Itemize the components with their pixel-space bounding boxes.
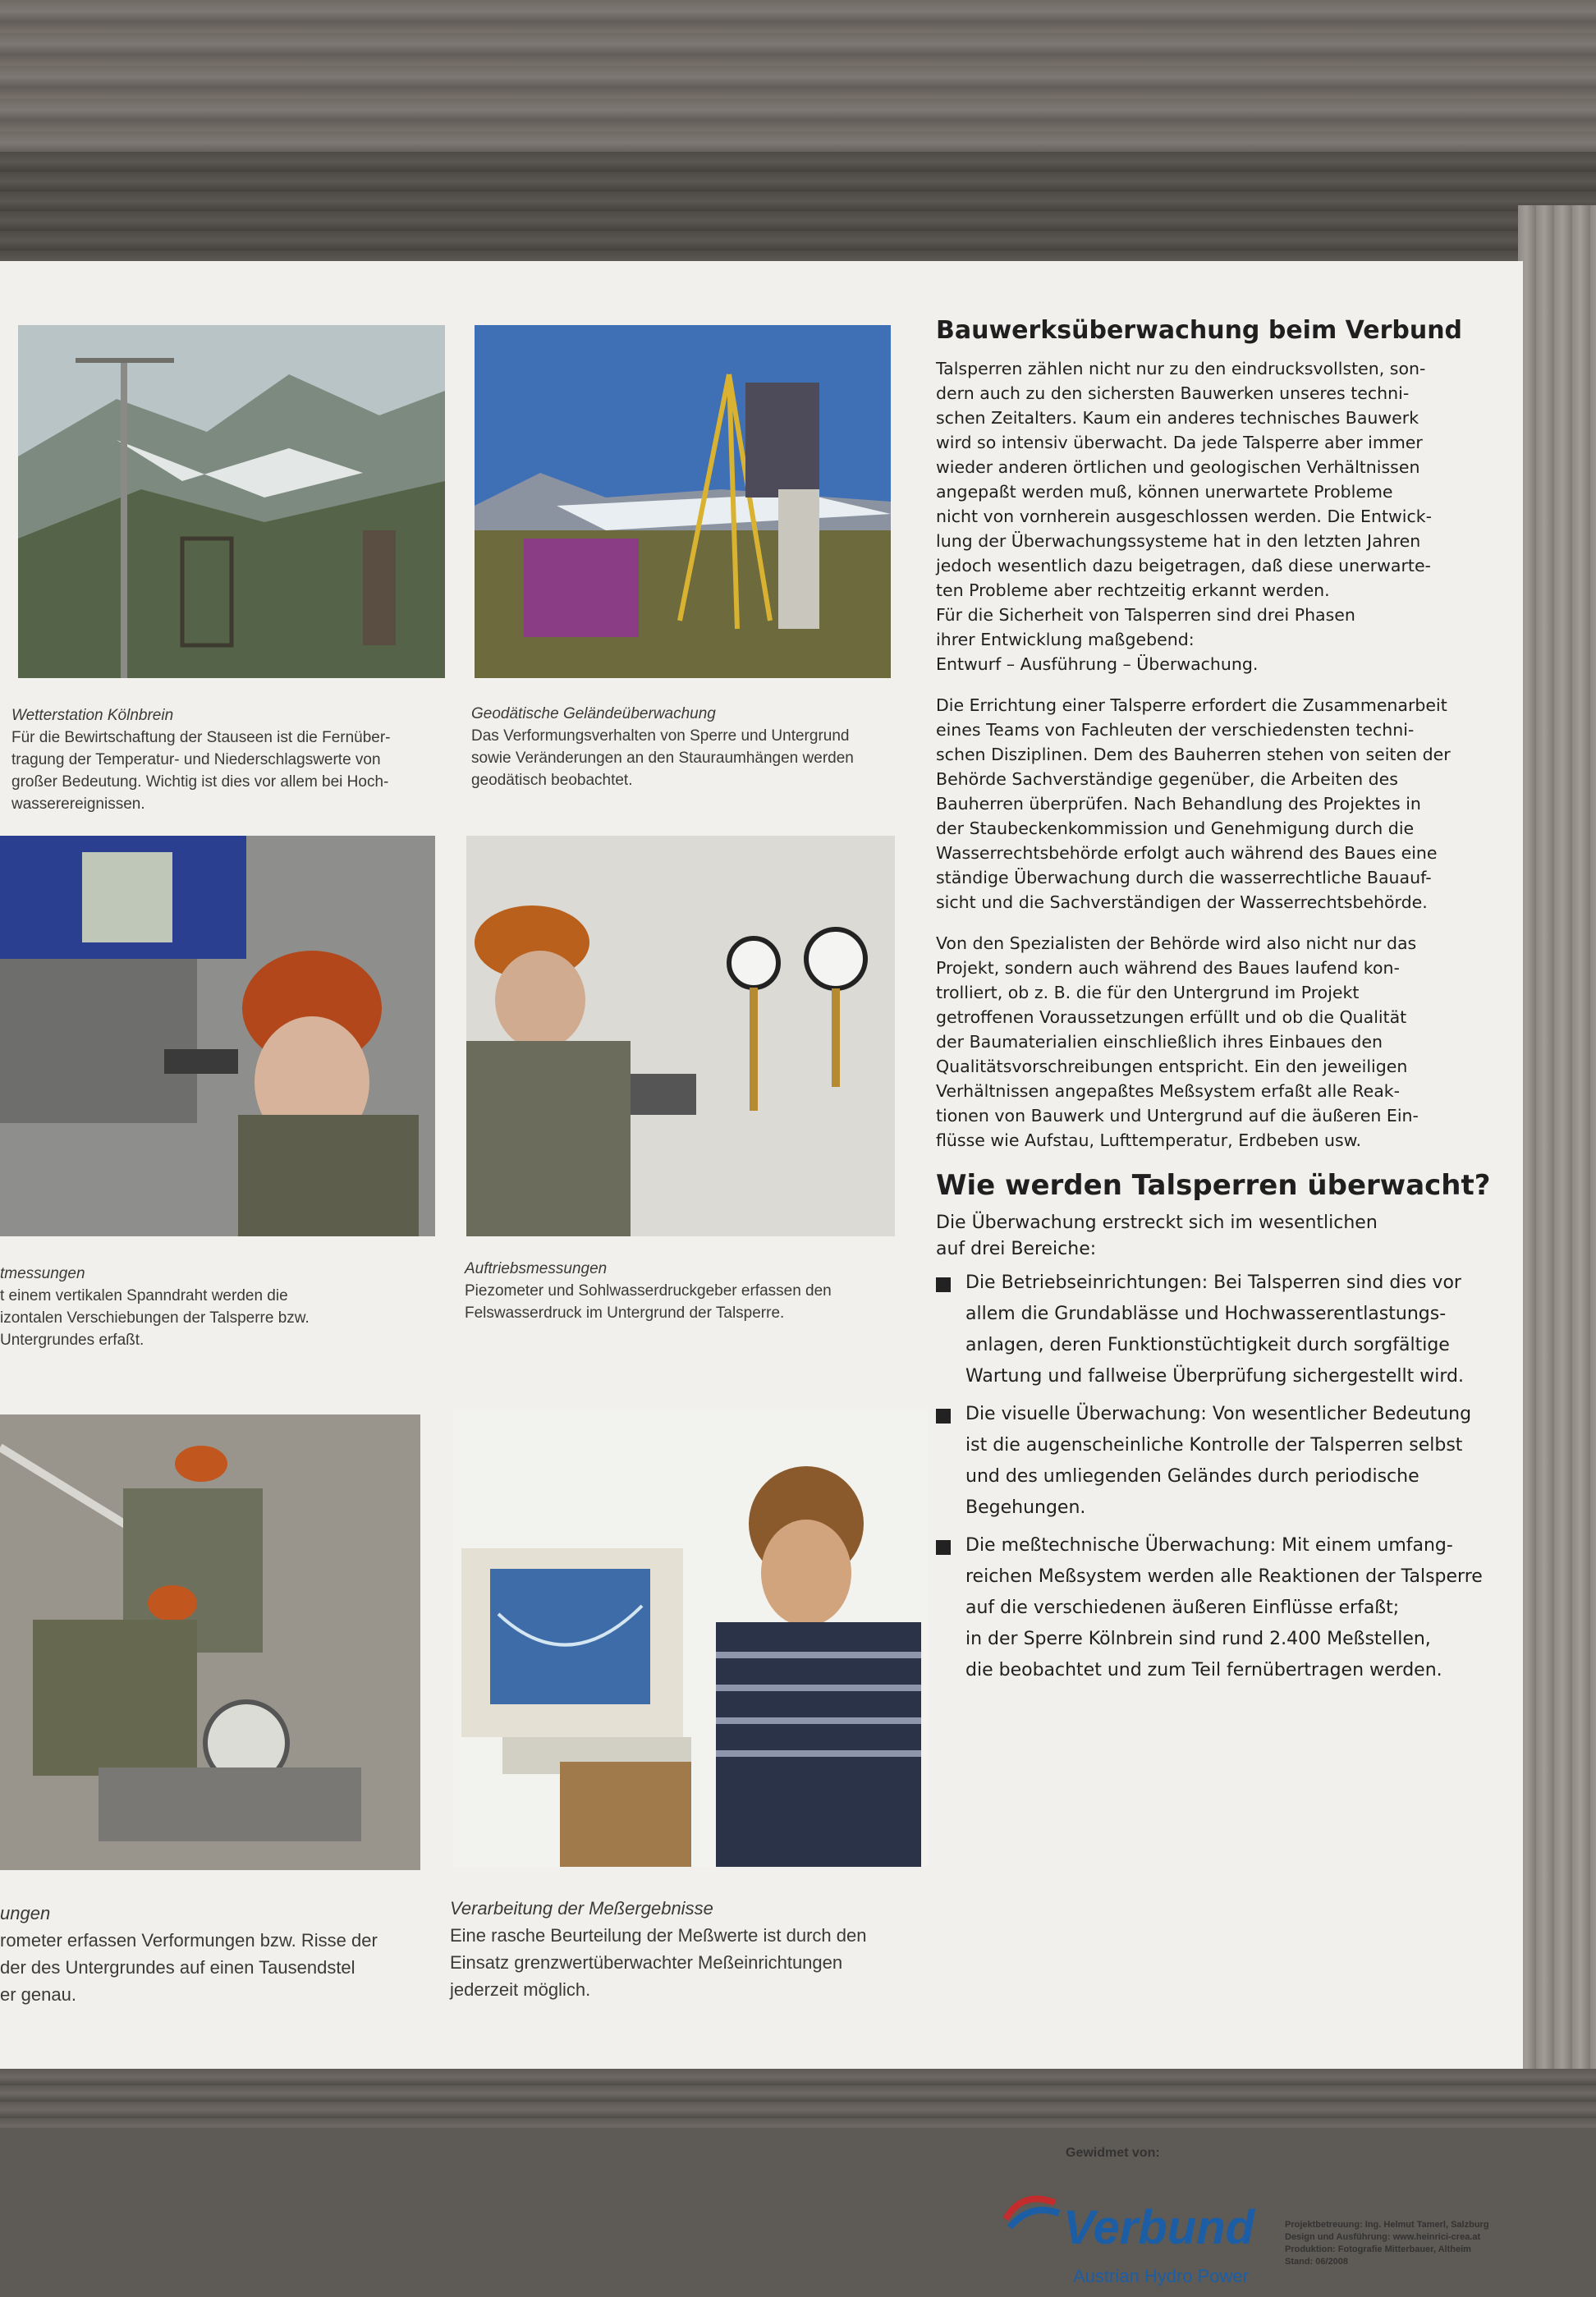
photo-weather-station [18, 325, 445, 678]
bullet-square-icon [936, 1277, 951, 1292]
caption-text: t einem vertikalen Spanndraht werden die izontalen Verschiebungen der Talsperre bzw. Untergrundes erfaßt. [0, 1287, 310, 1349]
list-item-text: Die visuelle Überwachung: Von wesentlicher Bedeutung ist die augenscheinliche Kontrolle der Talsperren selbst und des umliegenden Geländes durch periodische Begehungen. [965, 1404, 1472, 1518]
credits [1285, 2219, 1489, 2268]
caption-weather-station [11, 704, 438, 815]
dedication-label: Gewidmet von: [1066, 2146, 1160, 2160]
photo-plumb-line [0, 836, 435, 1236]
caption-plumb-line [0, 1263, 427, 1351]
photo-surveyor [475, 325, 891, 678]
bullet-square-icon [936, 1540, 951, 1555]
caption-title: Auftriebsmessungen [465, 1260, 608, 1277]
caption-extensometer [0, 1900, 427, 2008]
bullet-square-icon [936, 1409, 951, 1424]
caption-text: Piezometer und Sohlwasserdruckgeber erfassen den Felswasserdruck im Untergrund der Talsperre. [465, 1282, 832, 1322]
main-title: Bauwerksüberwachung beim Verbund [936, 316, 1463, 345]
section-title: Wie werden Talsperren überwacht? [936, 1169, 1491, 1202]
list-item [936, 1268, 1576, 1392]
caption-title: ungen [0, 1903, 51, 1923]
logo-name: Verbund [1063, 2201, 1255, 2254]
credit-line: Produktion: Fotografie Mitterbauer, Altheim [1285, 2244, 1471, 2254]
list-item-text: Die meßtechnische Überwachung: Mit einem umfang- reichen Meßsystem werden alle Reaktionen der Talsperre auf die verschiedenen äußeren Einflüsse erfaßt; in der Sperre Kölnbrein sind rund 2.400 Meßstellen, die beobachtet und zum Teil fernübertragen werden. [965, 1535, 1483, 1680]
photo-data-processing [453, 1409, 928, 1867]
credit-line: Design und Ausführung: www.heinrici-crea.at [1285, 2232, 1481, 2242]
photo-extensometer [0, 1414, 420, 1870]
caption-title: Verarbeitung der Meßergebnisse [450, 1898, 713, 1919]
caption-title: Wetterstation Kölnbrein [11, 707, 174, 724]
wooden-beam [0, 152, 1596, 267]
list-item [936, 1399, 1576, 1524]
caption-surveying [471, 703, 898, 791]
verbund-logo [998, 2174, 1268, 2297]
caption-text: Das Verformungsverhalten von Sperre und Untergrund sowie Veränderungen an den Stauraumhängen werden geodätisch beobachtet. [471, 727, 854, 789]
caption-title: tmessungen [0, 1265, 85, 1282]
photo-uplift-measurements [466, 836, 895, 1236]
verbund-swirl-icon [998, 2182, 1063, 2248]
credit-line: Projektbetreuung: Ing. Helmut Tamerl, Salzburg [1285, 2220, 1489, 2230]
list-item-text: Die Betriebseinrichtungen: Bei Talsperren sind dies vor allem die Grundablässe und Hochwasserentlastungs- anlagen, deren Funktionstüchtigkeit durch sorgfältige Wartung und fallweise Überprüfung sichergestellt wird. [965, 1272, 1464, 1387]
list-item [936, 1530, 1576, 1686]
paragraph-authority-control: Von den Spezialisten der Behörde wird also nicht nur das Projekt, sondern auch während des Baues laufend kon- trolliert, ob z. B. die für den Untergrund im Projekt getroffenen Voraussetzungen erfüllt und ob die Qualität der Baumaterialien einschließlich ihres Einbaues den Qualitätsvorschreibungen entspricht. Ein den jeweiligen Verhältnissen angepaßtes Meßsystem erfaßt alle Reak- tionen von Bauwerk und Untergrund auf die äußeren Ein- flüsse wie Aufstau, Lufttemperatur, Erdbeben usw. [936, 933, 1419, 1150]
section-intro: Die Überwachung erstreckt sich im wesentlichen auf drei Bereiche: [936, 1213, 1378, 1259]
caption-text: Für die Bewirtschaftung der Stauseen ist die Fernüber- tragung der Temperatur- und Niederschlagswerte von großer Bedeutung. Wichtig ist dies vor allem bei Hoch- wasserereignissen. [11, 729, 391, 813]
credit-line: Stand: 06/2008 [1285, 2257, 1349, 2267]
caption-uplift [465, 1258, 892, 1324]
caption-title: Geodätische Geländeüberwachung [471, 705, 716, 722]
text-column [936, 316, 1576, 1693]
logo-subtitle: Austrian Hydro Power [1073, 2266, 1249, 2286]
caption-text: rometer erfassen Verformungen bzw. Risse der der des Untergrundes auf einen Tausendstel er genau. [0, 1930, 378, 2005]
intro-paragraph: Talsperren zählen nicht nur zu den eindrucksvollsten, son- dern auch zu den sichersten Bauwerken unseres techni- schen Zeitalters. Kaum ein anderes technisches Bauwerk wird so intensiv überwacht. Da jede Talsperre aber immer wieder anderen örtlichen und geologischen Verhältnissen angepaßt werden muß, können unerwartete Probleme nicht von vornherein ausgeschlossen werden. Die Entwick- lung der Überwachungssysteme hat in den letzten Jahren jedoch wesentlich dazu beigetragen, daß diese unerwarte- ten Probleme aber rechtzeitig erkannt werden. Für die Sicherheit von Talsperren sind drei Phasen ihrer Entwicklung maßgebend: Entwurf – Ausführung – Überwachung. [936, 359, 1433, 674]
paragraph-collaboration: Die Errichtung einer Talsperre erfordert die Zusammenarbeit eines Teams von Fachleuten der verschiedensten techni- schen Disziplinen. Dem des Bauherren stehen von seiten der Behörde Sachverständige gegenüber, die Arbeiten des Bauherren überprüfen. Nach Behandlung des Projektes in der Staubeckenkommission und Genehmigung durch die Wasserrechtsbehörde erfolgt auch während des Baues eine ständige Überwachung durch die wasserrechtliche Bauauf- sicht und die Sachverständigen der Wasserrechtsbehörde. [936, 695, 1451, 912]
caption-text: Eine rasche Beurteilung der Meßwerte ist durch den Einsatz grenzwertüberwachter Meßeinrichtungen jederzeit möglich. [450, 1925, 867, 2000]
monitoring-list [936, 1268, 1576, 1686]
wooden-frame-bottom [0, 2069, 1596, 2128]
caption-data-processing [450, 1895, 910, 2003]
